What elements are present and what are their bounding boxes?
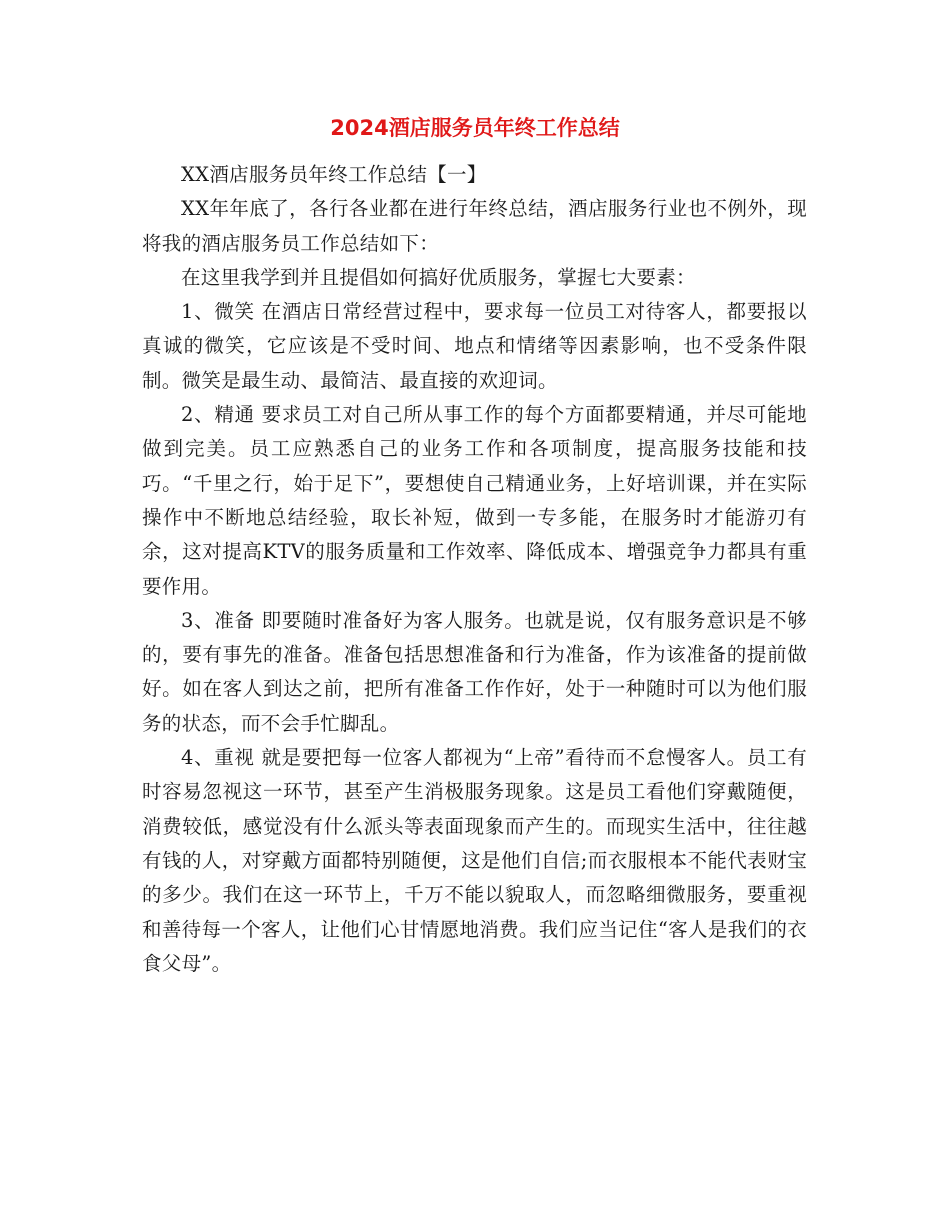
point-preparation-paragraph: 3、准备 即要随时准备好为客人服务。也就是说，仅有服务意识是不够的，要有事先的准备。准备包括思想准备和行为准备，作为该准备的提前做好。如在客人到达之前，把所有准备工作作好，处于一种随时可以为他们服务的状态，而不会手忙脚乱。 (142, 608, 807, 735)
point-attention-paragraph: 4、重视 就是要把每一位客人都视为“上帝”看待而不怠慢客人。员工有时容易忽视这一环节，甚至产生消极服务现象。这是员工看他们穿戴随便，消费较低，感觉没有什么派头等表面现象而产生的。而现实生活中，往往越有钱的人，对穿戴方面都特别随便，这是他们自信;而衣服根本不能代表财宝的多少。我们在这一环节上，千万不能以貌取人，而忽略细微服务，要重视和善待每一个客人，让他们心甘情愿地消费。我们应当记住“客人是我们的衣食父母”。 (142, 746, 807, 975)
lead-paragraph: 在这里我学到并且提倡如何搞好优质服务，掌握七大要素： (181, 265, 696, 289)
intro-paragraph: XX年年底了，各行各业都在进行年终总结，酒店服务行业也不例外，现将我的酒店服务员工作总结如下： (142, 197, 807, 255)
document-title: 2024酒店服务员年终工作总结 (330, 116, 620, 140)
point-proficiency-paragraph: 2、精通 要求员工对自己所从事工作的每个方面都要精通，并尽可能地做到完美。员工应熟悉自己的业务工作和各项制度，提高服务技能和技巧。“千里之行，始于足下”，要想使自己精通业务，上好培训课，并在实际操作中不断地总结经验，取长补短，做到一专多能，在服务时才能游刃有余，这对提高KTV的服务质量和工作效率、降低成本、增强竞争力都具有重要作用。 (142, 403, 807, 598)
section-heading: XX酒店服务员年终工作总结【一】 (181, 163, 487, 186)
document-body (142, 158, 807, 981)
point-smile-paragraph: 1、微笑 在酒店日常经营过程中，要求每一位员工对待客人，都要报以真诚的微笑，它应该是不受时间、地点和情绪等因素影响，也不受条件限制。微笑是最生动、最简洁、最直接的欢迎词。 (142, 300, 807, 392)
